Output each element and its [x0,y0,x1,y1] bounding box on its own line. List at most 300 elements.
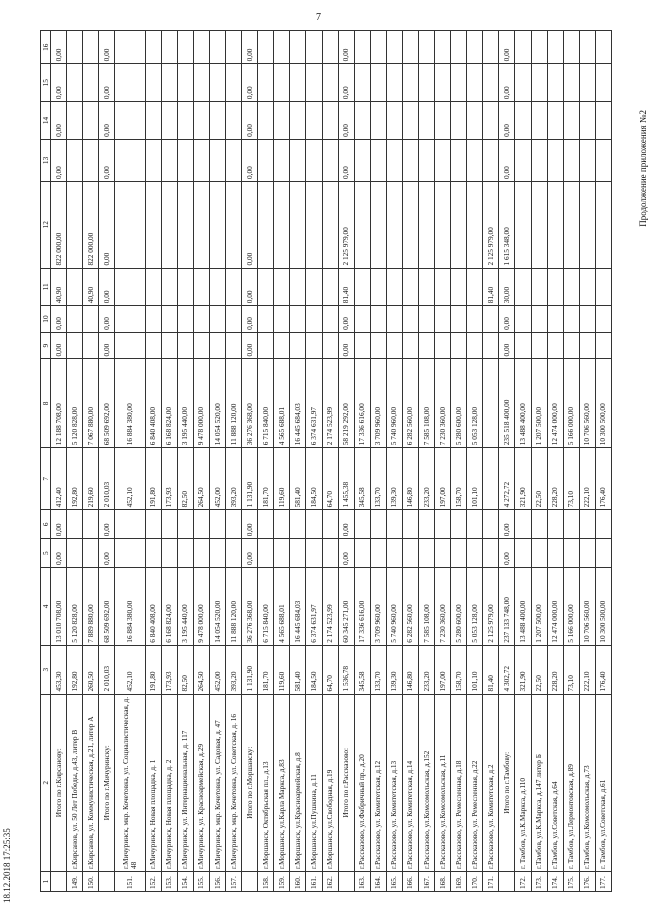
value-cell [515,539,531,568]
value-cell: 2 174 523,99 [322,359,338,448]
value-cell: 81,40 [483,645,499,694]
value-cell [435,510,451,539]
value-cell [402,268,418,306]
value-cell [370,539,386,568]
value-cell [177,181,193,268]
value-cell [83,64,99,102]
value-cell [306,510,322,539]
row-number-cell: 156. [209,872,225,892]
value-cell: 822 000,00 [51,181,67,268]
value-cell: 0,00 [99,539,115,568]
address-cell: г.Мичуринск, мкр. Кочетовка, ул. Советская, д. 16 [226,694,242,872]
value-cell [145,332,161,359]
value-cell: 81,40 [338,268,354,306]
value-cell [290,306,306,333]
value-cell: 7 067 880,00 [83,359,99,448]
table-row [322,31,338,892]
value-cell [483,31,499,64]
subtotal-row [99,31,115,892]
value-cell: 0,00 [242,181,258,268]
value-cell: 158,70 [451,645,467,694]
header-cell: 14 [41,102,51,140]
value-cell [595,64,611,102]
table-row [531,31,547,892]
value-cell [161,306,177,333]
value-cell: 2 125 979,00 [483,568,499,646]
value-cell [531,306,547,333]
value-cell: 2 010,03 [99,645,115,694]
appendix-label: Продолжение приложения №2 [638,110,648,227]
value-cell [306,181,322,268]
value-cell: 0,00 [499,510,515,539]
value-cell [595,332,611,359]
value-cell: 0,00 [242,102,258,140]
value-cell [531,332,547,359]
value-cell: 264,50 [193,645,209,694]
value-cell [161,181,177,268]
header-cell: 13 [41,139,51,181]
value-cell [209,510,225,539]
value-cell: 0,00 [499,139,515,181]
value-cell: 68 509 692,00 [99,359,115,448]
address-cell: г.Кирсанов, ул. 50 Лет Победы, д.43, литер В [67,694,83,872]
value-cell [435,539,451,568]
address-cell: г.Моршанск, ул.Карла Маркса, д.83 [274,694,290,872]
value-cell: 173,93 [161,448,177,510]
value-cell [531,31,547,64]
value-cell: 0,00 [338,306,354,333]
value-cell: 17 336 616,00 [354,568,370,646]
value-cell [161,539,177,568]
value-cell [258,510,274,539]
value-cell: 64,70 [322,448,338,510]
value-cell [515,332,531,359]
value-cell: 73,10 [563,448,579,510]
value-cell [563,31,579,64]
address-cell: г.Тамбов, ул.Советская, д.64 [547,694,563,872]
value-cell [563,332,579,359]
value-cell: 452,00 [209,448,225,510]
value-cell: 1 207 500,00 [531,568,547,646]
value-cell [209,306,225,333]
value-cell [83,510,99,539]
value-cell: 0,00 [499,306,515,333]
value-cell [579,539,595,568]
value-cell: 235 518 400,00 [499,359,515,448]
value-cell: 3 195 440,00 [177,359,193,448]
value-cell [209,64,225,102]
row-number-cell [242,872,258,892]
value-cell [209,181,225,268]
value-cell: 0,00 [99,268,115,306]
value-cell [274,539,290,568]
row-number-cell: 171. [483,872,499,892]
value-cell: 17 336 616,00 [354,359,370,448]
value-cell: 0,00 [51,64,67,102]
value-cell: 5 053 128,00 [467,359,483,448]
value-cell: 0,00 [51,332,67,359]
value-cell: 9 478 000,00 [193,359,209,448]
value-cell: 4 272,72 [499,448,515,510]
value-cell: 10 300 500,00 [595,359,611,448]
value-cell: 176,40 [595,645,611,694]
value-cell [115,510,145,539]
value-cell [419,102,435,140]
address-cell: г.Рассказово, ул.Комсомольская, д.11 [435,694,451,872]
value-cell: 5 166 000,00 [563,359,579,448]
address-cell: г.Тамбов, ул.Комсомольская, д.73 [579,694,595,872]
value-cell [274,181,290,268]
value-cell [419,268,435,306]
value-cell [193,306,209,333]
value-cell [370,64,386,102]
value-cell [354,31,370,64]
value-cell [563,64,579,102]
value-cell: 40,90 [51,268,67,306]
value-cell [515,181,531,268]
value-cell [306,539,322,568]
row-number-cell: 162. [322,872,338,892]
value-cell: 13 488 400,00 [515,359,531,448]
value-cell: 0,00 [338,31,354,64]
header-cell: 5 [41,539,51,568]
value-cell: 9 478 000,00 [193,568,209,646]
value-cell: 0,00 [242,332,258,359]
row-number-cell: 164. [370,872,386,892]
value-cell: 345,58 [354,645,370,694]
value-cell: 0,00 [99,102,115,140]
value-cell [306,268,322,306]
address-cell: Итого по г.Моршанску: [242,694,258,872]
value-cell: 11 888 120,00 [226,568,242,646]
table-row [193,31,209,892]
value-cell: 36 276 368,00 [242,568,258,646]
value-cell [370,139,386,181]
value-cell: 146,80 [402,645,418,694]
value-cell: 6 840 408,00 [145,568,161,646]
value-cell: 228,20 [547,645,563,694]
value-cell [531,64,547,102]
row-number-cell: 161. [306,872,322,892]
row-number-cell: 158. [258,872,274,892]
value-cell: 0,00 [499,332,515,359]
value-cell: 7 230 360,00 [435,568,451,646]
value-cell [451,332,467,359]
value-cell [322,306,338,333]
value-cell: 412,40 [51,448,67,510]
header-cell: 1 [41,872,51,892]
table-row [451,31,467,892]
value-cell [402,64,418,102]
value-cell [483,448,499,510]
value-cell [595,102,611,140]
address-cell: г.Кирсанов, ул. Коммунистическая, д.21, литер А [83,694,99,872]
value-cell [579,268,595,306]
value-cell: 82,50 [177,645,193,694]
value-cell: 197,00 [435,645,451,694]
table-row [370,31,386,892]
value-cell: 158,70 [451,448,467,510]
value-cell: 5 120 828,00 [67,568,83,646]
value-cell [258,102,274,140]
value-cell: 10 300 500,00 [595,568,611,646]
value-cell: 192,80 [67,448,83,510]
value-cell: 0,00 [242,306,258,333]
value-cell [226,181,242,268]
value-cell [67,64,83,102]
value-cell: 0,00 [338,139,354,181]
value-cell: 0,00 [99,31,115,64]
value-cell [483,306,499,333]
value-cell [531,181,547,268]
value-cell [386,510,402,539]
value-cell: 6 374 631,97 [306,568,322,646]
value-cell [451,102,467,140]
value-cell: 6 282 560,00 [402,568,418,646]
table-row [306,31,322,892]
value-cell [354,181,370,268]
value-cell [595,139,611,181]
subtotal-row [242,31,258,892]
value-cell: 222,10 [579,645,595,694]
value-cell: 82,50 [177,448,193,510]
value-cell: 1 131,90 [242,448,258,510]
value-cell: 228,20 [547,448,563,510]
table-row [386,31,402,892]
table-row [83,31,99,892]
value-cell [322,64,338,102]
header-cell: 9 [41,332,51,359]
value-cell: 101,10 [467,448,483,510]
value-cell [290,31,306,64]
value-cell [595,510,611,539]
value-cell [451,181,467,268]
value-cell [451,139,467,181]
value-cell [322,102,338,140]
value-cell [258,539,274,568]
address-cell: Итого по г.Мичуринску: [99,694,115,872]
header-cell: 2 [41,694,51,872]
value-cell [467,64,483,102]
row-number-cell: 163. [354,872,370,892]
value-cell [115,332,145,359]
value-cell [483,359,499,448]
value-cell [435,31,451,64]
value-cell [483,510,499,539]
value-cell: 0,00 [51,306,67,333]
value-cell: 5 166 000,00 [563,568,579,646]
value-cell: 5 053 128,00 [467,568,483,646]
row-number-cell: 151. [115,872,145,892]
value-cell [515,510,531,539]
row-number-cell: 175. [563,872,579,892]
print-timestamp: 18.12.2018 17:25:35 [2,828,12,903]
value-cell [547,64,563,102]
value-cell [177,510,193,539]
value-cell [115,539,145,568]
row-number-cell: 177. [595,872,611,892]
value-cell: 10 706 560,00 [579,568,595,646]
value-cell: 0,00 [99,139,115,181]
value-cell: 40,90 [83,268,99,306]
table-body [41,31,612,892]
value-cell [322,332,338,359]
value-cell: 0,00 [242,64,258,102]
value-cell: 1 207 500,00 [531,359,547,448]
value-cell [115,31,145,64]
subtotal-row [499,31,515,892]
value-cell [306,64,322,102]
value-cell: 7 889 880,00 [83,568,99,646]
value-cell [226,332,242,359]
value-cell [193,332,209,359]
value-cell: 13 010 708,00 [51,568,67,646]
value-cell [467,510,483,539]
value-cell [419,139,435,181]
value-cell [161,102,177,140]
value-cell [209,539,225,568]
value-cell [419,181,435,268]
value-cell [226,539,242,568]
value-cell [306,332,322,359]
value-cell [67,306,83,333]
value-cell [354,539,370,568]
value-cell [386,306,402,333]
table-row [115,31,145,892]
value-cell [226,510,242,539]
value-cell [467,102,483,140]
address-cell: г.Моршанск, ул.Пушкина, д.11 [306,694,322,872]
value-cell: 0,00 [242,268,258,306]
value-cell: 0,00 [51,539,67,568]
row-number-cell: 165. [386,872,402,892]
value-cell [115,181,145,268]
value-cell [193,539,209,568]
value-cell: 16 884 380,00 [115,568,145,646]
value-cell [290,102,306,140]
value-cell [226,139,242,181]
value-cell [306,31,322,64]
value-cell: 7 585 108,00 [419,568,435,646]
value-cell [177,102,193,140]
value-cell: 237 133 748,00 [499,568,515,646]
row-number-cell: 169. [451,872,467,892]
value-cell [177,139,193,181]
value-cell: 3 709 960,00 [370,359,386,448]
value-cell [419,539,435,568]
value-cell [435,102,451,140]
row-number-cell: 152. [145,872,161,892]
value-cell [67,139,83,181]
address-cell: г.Рассказово, ул. Комитетская, д.12 [370,694,386,872]
value-cell [370,102,386,140]
value-cell: 219,60 [83,448,99,510]
value-cell [177,268,193,306]
value-cell [274,510,290,539]
address-cell: г.Моршанск, ул.Красноармейская, д.8 [290,694,306,872]
row-number-cell [499,872,515,892]
value-cell [547,139,563,181]
value-cell [274,102,290,140]
value-cell [83,539,99,568]
value-cell: 73,10 [563,645,579,694]
value-cell: 13 488 400,00 [515,568,531,646]
value-cell [547,539,563,568]
value-cell [145,139,161,181]
address-cell: г.Мичуринск, Новая площадка, д. 1 [145,694,161,872]
address-cell: г.Рассказово, ул. Комитетская, д.14 [402,694,418,872]
value-cell [386,31,402,64]
address-cell: г. Тамбов, ул.К.Маркса, д.110 [515,694,531,872]
value-cell [290,510,306,539]
table-row [258,31,274,892]
value-cell [531,510,547,539]
value-cell [145,181,161,268]
value-cell [67,539,83,568]
value-cell: 0,00 [338,102,354,140]
value-cell: 1 536,78 [338,645,354,694]
value-cell: 5 280 600,00 [451,568,467,646]
value-cell [290,181,306,268]
value-cell: 1 615 348,00 [499,181,515,268]
value-cell [83,306,99,333]
value-cell: 5 740 960,00 [386,359,402,448]
value-cell: 68 509 692,00 [99,568,115,646]
address-cell: г. Тамбов, ул.Лермонтовская, д.89 [563,694,579,872]
value-cell [451,268,467,306]
value-cell [354,64,370,102]
value-cell: 12 188 708,00 [51,359,67,448]
value-cell [531,268,547,306]
value-cell [83,31,99,64]
value-cell: 0,00 [338,64,354,102]
row-number-cell: 170. [467,872,483,892]
value-cell [370,332,386,359]
value-cell: 345,58 [354,448,370,510]
value-cell [483,332,499,359]
header-cell: 10 [41,306,51,333]
value-cell [547,181,563,268]
row-number-cell: 172. [515,872,531,892]
value-cell: 16 884 380,00 [115,359,145,448]
value-cell: 222,10 [579,448,595,510]
value-cell [177,539,193,568]
value-cell [419,31,435,64]
value-cell: 0,00 [242,31,258,64]
row-number-cell: 150. [83,872,99,892]
value-cell [563,306,579,333]
value-cell [67,332,83,359]
value-cell: 264,50 [193,448,209,510]
value-cell: 7 585 108,00 [419,359,435,448]
value-cell: 4 565 688,01 [274,568,290,646]
value-cell [322,181,338,268]
value-cell: 581,40 [290,448,306,510]
value-cell [579,332,595,359]
value-cell [177,332,193,359]
value-cell [579,139,595,181]
value-cell [563,510,579,539]
value-cell [115,64,145,102]
value-cell [531,139,547,181]
value-cell [435,306,451,333]
address-cell: г.Мичуринск, мкр. Кочетовка, ул. Садовая, д. 47 [209,694,225,872]
value-cell [467,306,483,333]
value-cell [435,64,451,102]
value-cell [451,64,467,102]
value-cell: 176,40 [595,448,611,510]
value-cell [370,268,386,306]
